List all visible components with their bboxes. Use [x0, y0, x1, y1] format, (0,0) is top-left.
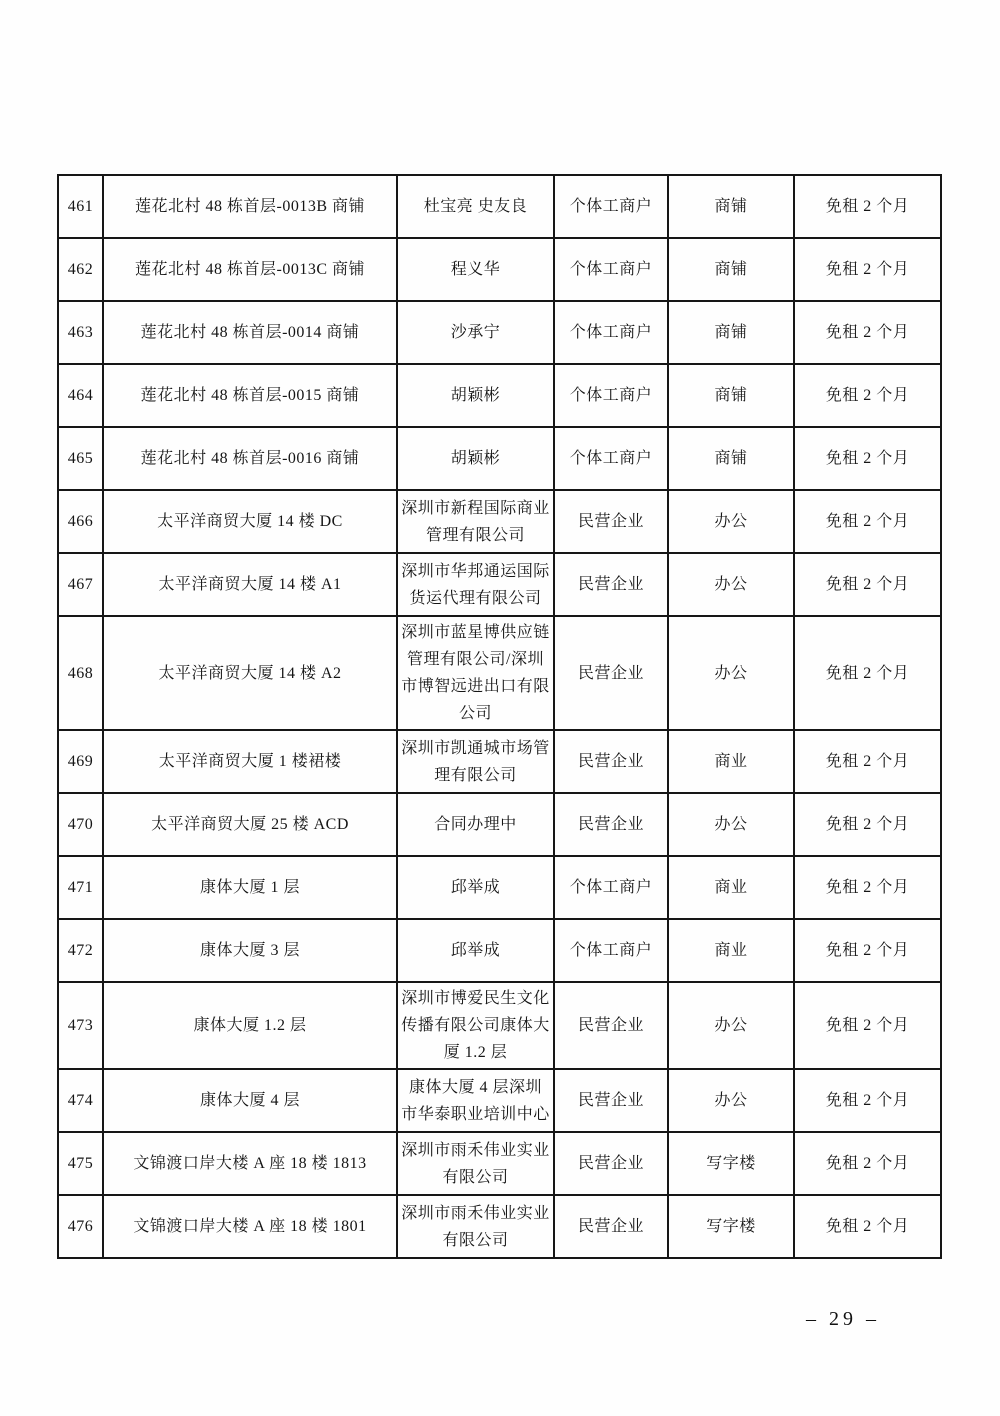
cell-relief: 免租 2 个月	[794, 301, 941, 364]
cell-no: 462	[58, 238, 103, 301]
cell-usage: 办公	[668, 982, 794, 1069]
cell-usage: 写字楼	[668, 1195, 794, 1258]
cell-no: 470	[58, 793, 103, 856]
cell-tenant: 邱举成	[397, 856, 554, 919]
cell-address: 太平洋商贸大厦 14 楼 A2	[103, 616, 397, 730]
table-row	[58, 919, 941, 982]
cell-address: 太平洋商贸大厦 14 楼 A1	[103, 553, 397, 616]
cell-relief: 免租 2 个月	[794, 919, 941, 982]
cell-tenant-type: 个体工商户	[554, 301, 668, 364]
cell-no: 471	[58, 856, 103, 919]
cell-address: 莲花北村 48 栋首层-0015 商铺	[103, 364, 397, 427]
cell-address: 太平洋商贸大厦 14 楼 DC	[103, 490, 397, 553]
table-row	[58, 856, 941, 919]
cell-address: 莲花北村 48 栋首层-0014 商铺	[103, 301, 397, 364]
cell-no: 472	[58, 919, 103, 982]
table-row	[58, 1069, 941, 1132]
cell-tenant-type: 民营企业	[554, 553, 668, 616]
cell-no: 466	[58, 490, 103, 553]
table-row	[58, 238, 941, 301]
cell-usage: 办公	[668, 553, 794, 616]
table-row	[58, 301, 941, 364]
table-row	[58, 982, 941, 1069]
lease-table-body	[58, 175, 941, 1258]
cell-relief: 免租 2 个月	[794, 364, 941, 427]
cell-tenant-type: 民营企业	[554, 1069, 668, 1132]
cell-usage: 商铺	[668, 238, 794, 301]
cell-tenant: 胡颖彬	[397, 427, 554, 490]
cell-usage: 商业	[668, 919, 794, 982]
cell-relief: 免租 2 个月	[794, 238, 941, 301]
cell-tenant-type: 个体工商户	[554, 856, 668, 919]
cell-address: 文锦渡口岸大楼 A 座 18 楼 1801	[103, 1195, 397, 1258]
table-row	[58, 175, 941, 238]
cell-address: 莲花北村 48 栋首层-0016 商铺	[103, 427, 397, 490]
cell-usage: 办公	[668, 1069, 794, 1132]
cell-relief: 免租 2 个月	[794, 1132, 941, 1195]
cell-address: 康体大厦 4 层	[103, 1069, 397, 1132]
cell-relief: 免租 2 个月	[794, 553, 941, 616]
cell-no: 476	[58, 1195, 103, 1258]
cell-tenant-type: 民营企业	[554, 982, 668, 1069]
cell-tenant-type: 个体工商户	[554, 364, 668, 427]
table-row	[58, 730, 941, 793]
cell-usage: 商铺	[668, 427, 794, 490]
cell-tenant: 深圳市雨禾伟业实业有限公司	[397, 1132, 554, 1195]
cell-tenant: 深圳市博爱民生文化传播有限公司康体大厦 1.2 层	[397, 982, 554, 1069]
cell-tenant: 合同办理中	[397, 793, 554, 856]
table-row	[58, 616, 941, 730]
cell-no: 475	[58, 1132, 103, 1195]
cell-no: 461	[58, 175, 103, 238]
table-row	[58, 793, 941, 856]
cell-relief: 免租 2 个月	[794, 856, 941, 919]
cell-address: 康体大厦 3 层	[103, 919, 397, 982]
cell-tenant: 深圳市雨禾伟业实业有限公司	[397, 1195, 554, 1258]
cell-no: 467	[58, 553, 103, 616]
cell-tenant-type: 个体工商户	[554, 427, 668, 490]
cell-tenant: 深圳市新程国际商业管理有限公司	[397, 490, 554, 553]
cell-address: 康体大厦 1 层	[103, 856, 397, 919]
cell-relief: 免租 2 个月	[794, 1069, 941, 1132]
cell-usage: 办公	[668, 490, 794, 553]
cell-tenant: 深圳市凯通城市场管理有限公司	[397, 730, 554, 793]
cell-usage: 商铺	[668, 301, 794, 364]
cell-relief: 免租 2 个月	[794, 1195, 941, 1258]
cell-usage: 商业	[668, 730, 794, 793]
lease-table	[57, 174, 942, 1259]
cell-tenant-type: 民营企业	[554, 1195, 668, 1258]
cell-tenant-type: 民营企业	[554, 793, 668, 856]
cell-usage: 商业	[668, 856, 794, 919]
cell-address: 文锦渡口岸大楼 A 座 18 楼 1813	[103, 1132, 397, 1195]
cell-tenant: 胡颖彬	[397, 364, 554, 427]
cell-usage: 办公	[668, 616, 794, 730]
cell-no: 469	[58, 730, 103, 793]
cell-tenant: 沙承宁	[397, 301, 554, 364]
table-row	[58, 553, 941, 616]
cell-tenant: 深圳市蓝星博供应链管理有限公司/深圳市博智远进出口有限公司	[397, 616, 554, 730]
cell-tenant-type: 民营企业	[554, 1132, 668, 1195]
cell-usage: 写字楼	[668, 1132, 794, 1195]
cell-no: 474	[58, 1069, 103, 1132]
cell-relief: 免租 2 个月	[794, 730, 941, 793]
cell-no: 473	[58, 982, 103, 1069]
cell-tenant-type: 民营企业	[554, 730, 668, 793]
cell-usage: 商铺	[668, 364, 794, 427]
cell-usage: 办公	[668, 793, 794, 856]
table-row	[58, 1132, 941, 1195]
cell-tenant-type: 个体工商户	[554, 175, 668, 238]
cell-address: 康体大厦 1.2 层	[103, 982, 397, 1069]
cell-relief: 免租 2 个月	[794, 982, 941, 1069]
cell-address: 太平洋商贸大厦 1 楼裙楼	[103, 730, 397, 793]
cell-no: 464	[58, 364, 103, 427]
table-row	[58, 1195, 941, 1258]
cell-no: 468	[58, 616, 103, 730]
cell-relief: 免租 2 个月	[794, 427, 941, 490]
page-number: – 29 –	[806, 1308, 880, 1330]
cell-tenant: 杜宝亮 史友良	[397, 175, 554, 238]
cell-usage: 商铺	[668, 175, 794, 238]
table-row	[58, 364, 941, 427]
table-row	[58, 490, 941, 553]
cell-relief: 免租 2 个月	[794, 793, 941, 856]
cell-relief: 免租 2 个月	[794, 490, 941, 553]
cell-tenant-type: 个体工商户	[554, 919, 668, 982]
cell-relief: 免租 2 个月	[794, 175, 941, 238]
cell-tenant: 邱举成	[397, 919, 554, 982]
cell-tenant-type: 民营企业	[554, 490, 668, 553]
cell-address: 莲花北村 48 栋首层-0013C 商铺	[103, 238, 397, 301]
cell-tenant-type: 个体工商户	[554, 238, 668, 301]
cell-relief: 免租 2 个月	[794, 616, 941, 730]
cell-address: 莲花北村 48 栋首层-0013B 商铺	[103, 175, 397, 238]
cell-no: 465	[58, 427, 103, 490]
table-row	[58, 427, 941, 490]
cell-tenant: 康体大厦 4 层深圳市华泰职业培训中心	[397, 1069, 554, 1132]
cell-tenant: 深圳市华邦通运国际货运代理有限公司	[397, 553, 554, 616]
cell-tenant: 程义华	[397, 238, 554, 301]
cell-no: 463	[58, 301, 103, 364]
cell-tenant-type: 民营企业	[554, 616, 668, 730]
cell-address: 太平洋商贸大厦 25 楼 ACD	[103, 793, 397, 856]
